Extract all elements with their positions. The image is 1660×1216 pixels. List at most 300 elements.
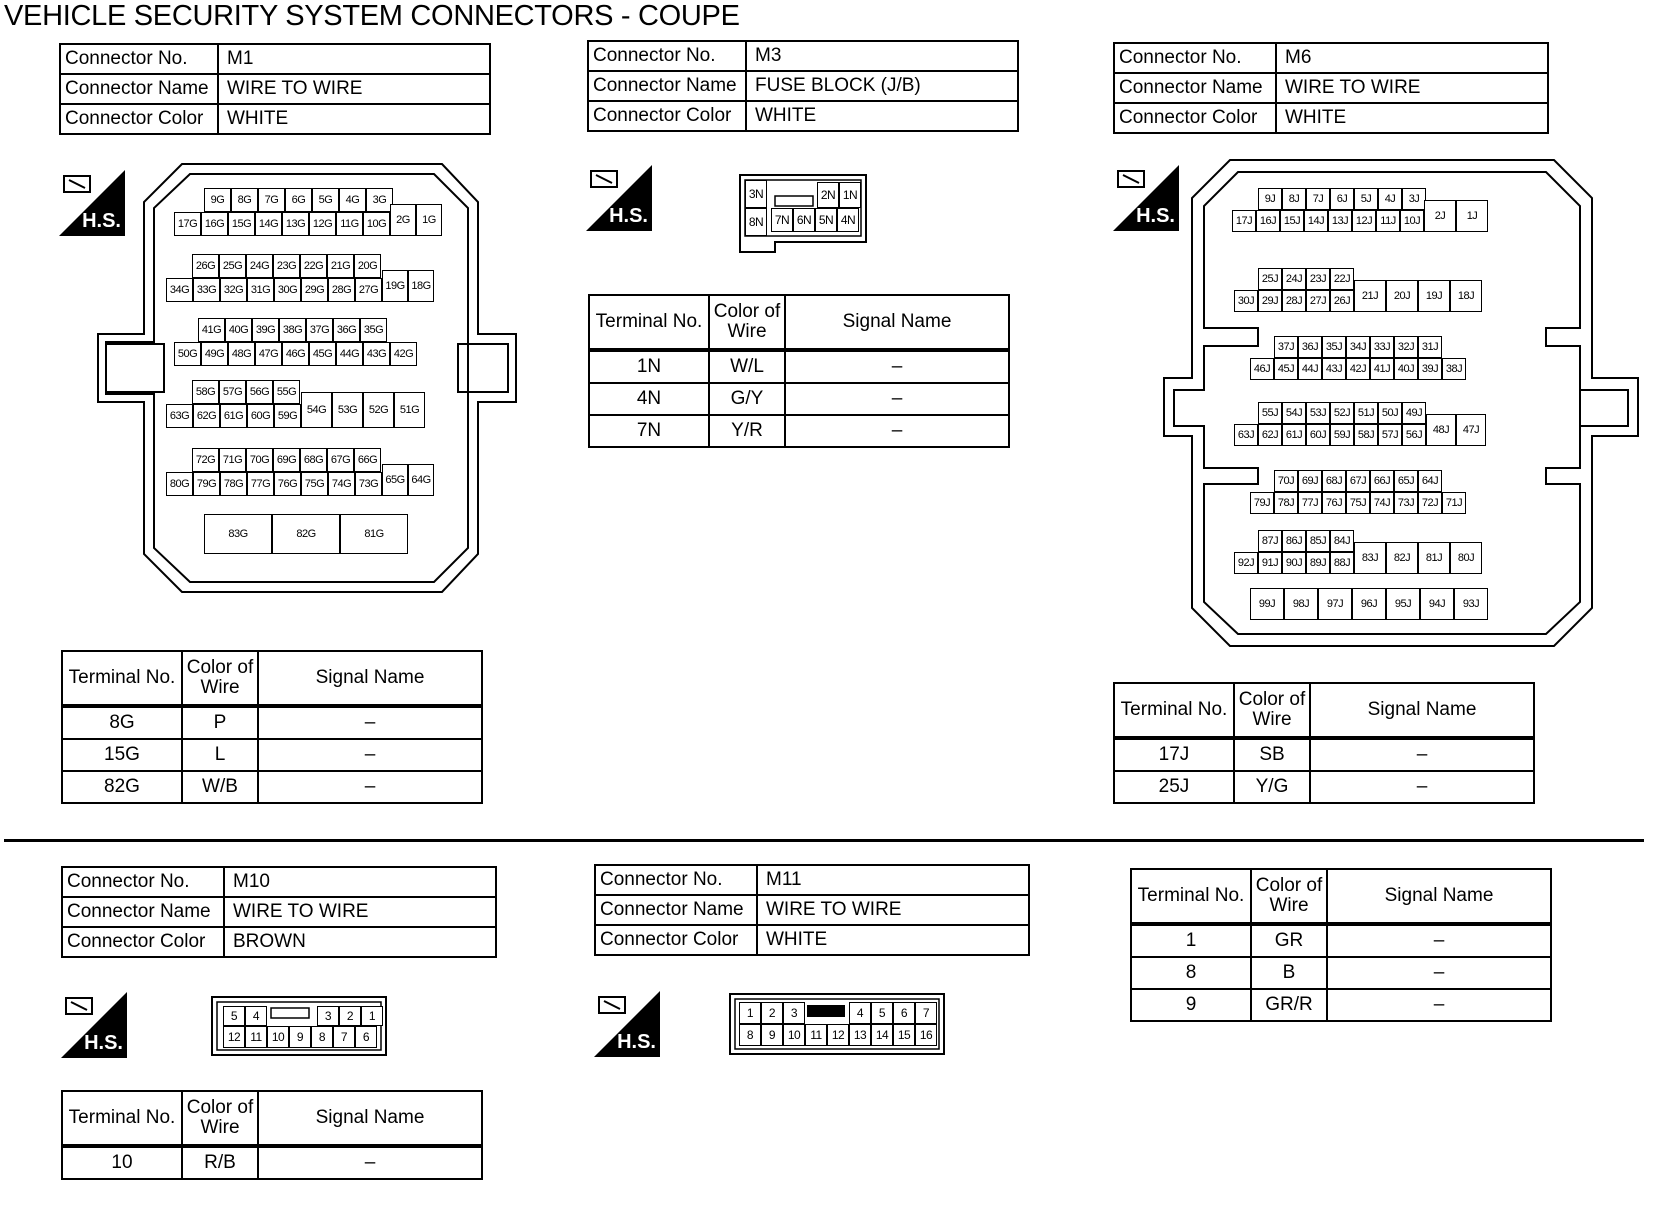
m11-info-table [594,864,1030,956]
pin-cell: 74G [328,472,355,496]
pin-cell: 36J [1298,336,1322,358]
pin-cell: 76J [1322,492,1346,514]
pin-cell: 7N [771,208,793,232]
m10-info-table [61,866,497,958]
pin-cell: 5 [223,1006,245,1026]
m3-info-table [587,40,1019,132]
pin-cell: 22G [300,254,327,278]
m11-harness-side-icon [594,991,660,1057]
pin-cell: 1N [839,182,861,208]
pin-cell: 21J [1354,280,1386,312]
m10-connector-color: BROWN [224,927,496,957]
pin-cell: 3J [1402,188,1426,210]
pin-cell: 18J [1450,280,1482,312]
pin-cell: 14 [871,1024,893,1046]
pin-cell: 7 [915,1002,937,1024]
signal-name-cell: – [1310,771,1534,803]
section-divider [4,839,1644,842]
wire-color-cell: P [182,706,258,739]
pin-cell: 46J [1250,358,1274,380]
m11-hs-label: H.S. [617,1031,656,1053]
pin-cell: 81J [1418,542,1450,574]
wire-color-cell: B [1251,957,1327,989]
wire-color-cell: W/B [182,771,258,803]
pin-cell: 13 [849,1024,871,1046]
header-signal-name: Signal Name [1310,683,1534,738]
terminal-cell: 10 [62,1146,182,1179]
header-terminal-no: Terminal No. [62,1091,182,1146]
m1-connector-face [94,162,524,594]
pin-cell: 9 [289,1026,311,1048]
pin-cell: 10J [1400,210,1424,232]
pin-cell: 42J [1346,358,1370,380]
pin-cell: 71G [219,448,246,472]
m6-info-table [1113,42,1549,134]
signal-name-cell: – [785,415,1009,447]
header-signal-name: Signal Name [258,651,482,706]
pin-cell: 89J [1306,552,1330,574]
pin-cell: 34G [166,278,193,302]
terminal-cell: 8G [62,706,182,739]
pin-cell: 93J [1454,588,1488,620]
table-row [1131,957,1551,989]
pin-cell: 6J [1330,188,1354,210]
label-connector-color: Connector Color [588,101,746,131]
terminal-cell: 1 [1131,924,1251,957]
m10-connector-no: M10 [224,867,496,897]
pin-cell: 2 [761,1002,783,1024]
pin-cell: 81G [340,514,408,554]
pin-cell: 58J [1354,424,1378,446]
pin-cell: 45J [1274,358,1298,380]
page-title: VEHICLE SECURITY SYSTEM CONNECTORS - COUPE [4,0,740,32]
pin-cell: 61J [1282,424,1306,446]
pin-cell: 16 [915,1024,937,1046]
label-connector-no: Connector No. [588,41,746,71]
pin-cell: 2N [817,182,839,208]
wire-color-cell: L [182,739,258,771]
header-terminal-no: Terminal No. [1114,683,1234,738]
pin-cell: 39G [252,318,279,342]
pin-cell: 32J [1394,336,1418,358]
pin-cell: 54G [301,392,332,428]
pin-cell: 66J [1370,470,1394,492]
pin-cell: 38G [279,318,306,342]
pin-cell: 60J [1306,424,1330,446]
terminal-cell: 82G [62,771,182,803]
m3-terminal-table [588,294,1010,448]
pin-cell: 80G [166,472,193,496]
terminal-cell: 7N [589,415,709,447]
pin-cell: 40J [1394,358,1418,380]
pin-cell: 82J [1386,542,1418,574]
pin-cell: 1J [1456,200,1488,232]
pin-cell: 48G [228,342,255,366]
label-connector-name: Connector Name [588,71,746,101]
pin-cell: 3G [366,188,393,212]
pin-cell: 14J [1304,210,1328,232]
pin-cell: 20J [1386,280,1418,312]
pin-cell: 53G [332,392,363,428]
pin-cell: 79J [1250,492,1274,514]
header-terminal-no: Terminal No. [62,651,182,706]
pin-cell: 1G [416,204,442,236]
pin-cell: 98J [1284,588,1318,620]
pin-cell: 78J [1274,492,1298,514]
pin-cell: 34J [1346,336,1370,358]
header-signal-name: Signal Name [258,1091,482,1146]
pin-cell: 67G [327,448,354,472]
m11-connector-face [729,993,945,1055]
terminal-cell: 25J [1114,771,1234,803]
table-row [62,771,482,803]
pin-cell: 84J [1330,530,1354,552]
m3-hs-label: H.S. [609,205,648,227]
m11-connector-color: WHITE [757,925,1029,955]
m10-harness-side-icon [61,992,127,1058]
pin-cell: 37G [306,318,333,342]
terminal-cell: 4N [589,383,709,415]
m6-connector-color: WHITE [1276,103,1548,133]
pin-cell: 12 [223,1026,245,1048]
wire-color-cell: GR/R [1251,989,1327,1021]
pin-cell: 80J [1450,542,1482,574]
pin-cell: 30J [1234,290,1258,312]
pin-cell: 50G [174,342,201,366]
m1-info-table [59,43,491,135]
m1-hs-label: H.S. [82,210,121,232]
signal-name-cell: – [1327,989,1551,1021]
pin-cell: 38J [1442,358,1466,380]
m3-connector-name: FUSE BLOCK (J/B) [746,71,1018,101]
pin-cell: 63J [1234,424,1258,446]
wire-color-cell: Y/R [709,415,785,447]
pin-cell: 26G [192,254,219,278]
table-row [589,415,1009,447]
table-row [1131,924,1551,957]
pin-cell: 9 [761,1024,783,1046]
pin-cell: 58G [192,380,219,404]
pin-cell: 6 [355,1026,377,1048]
pin-cell: 56G [246,380,273,404]
header-signal-name: Signal Name [1327,869,1551,924]
pin-cell: 69J [1298,470,1322,492]
pin-cell: 43G [363,342,390,366]
wire-color-cell: GR [1251,924,1327,957]
pin-cell: 39J [1418,358,1442,380]
pin-cell: 76G [274,472,301,496]
m11-terminal-table [1130,868,1552,1022]
pin-cell: 37J [1274,336,1298,358]
pin-cell: 64J [1418,470,1442,492]
wire-color-cell: R/B [182,1146,258,1179]
label-connector-color: Connector Color [62,927,224,957]
pin-cell: 99J [1250,588,1284,620]
pin-cell: 8 [311,1026,333,1048]
pin-cell: 45G [309,342,336,366]
pin-cell: 23J [1306,268,1330,290]
pin-cell: 11J [1376,210,1400,232]
pin-cell: 32G [220,278,247,302]
pin-cell: 6 [893,1002,915,1024]
header-color-of-wire: Color of Wire [1251,869,1327,924]
pin-cell: 43J [1322,358,1346,380]
pin-cell: 8J [1282,188,1306,210]
pin-cell: 83J [1354,542,1386,574]
pin-cell: 5 [871,1002,893,1024]
terminal-cell: 17J [1114,738,1234,771]
signal-name-cell: – [1327,924,1551,957]
pin-cell: 53J [1306,402,1330,424]
label-connector-no: Connector No. [595,865,757,895]
m10-terminal-table [61,1090,483,1180]
table-row [1114,738,1534,771]
pin-cell: 33J [1370,336,1394,358]
pin-cell: 23G [273,254,300,278]
wire-color-cell: G/Y [709,383,785,415]
signal-name-cell: – [1310,738,1534,771]
m6-connector-name: WIRE TO WIRE [1276,73,1548,103]
pin-cell: 87J [1258,530,1282,552]
pin-cell: 52J [1330,402,1354,424]
signal-name-cell: – [258,739,482,771]
pin-cell: 17J [1232,210,1256,232]
m11-connector-no: M11 [757,865,1029,895]
header-terminal-no: Terminal No. [589,295,709,350]
pin-cell: 51J [1354,402,1378,424]
signal-name-cell: – [785,350,1009,383]
pin-cell: 24G [246,254,273,278]
pin-cell: 15 [893,1024,915,1046]
pin-cell: 60G [247,404,274,428]
pin-cell: 92J [1234,552,1258,574]
pin-cell: 29J [1258,290,1282,312]
header-terminal-no: Terminal No. [1131,869,1251,924]
m11-connector-name: WIRE TO WIRE [757,895,1029,925]
label-connector-name: Connector Name [62,897,224,927]
pin-cell: 75G [301,472,328,496]
pin-cell: 70G [246,448,273,472]
signal-name-cell: – [1327,957,1551,989]
pin-cell: 2G [390,204,416,236]
pin-cell: 28J [1282,290,1306,312]
pin-cell: 9G [204,188,231,212]
pin-cell: 41G [198,318,225,342]
label-connector-name: Connector Name [1114,73,1276,103]
pin-cell: 44G [336,342,363,366]
pin-cell: 28G [328,278,355,302]
pin-cell: 7G [258,188,285,212]
signal-name-cell: – [258,1146,482,1179]
terminal-cell: 15G [62,739,182,771]
pin-cell: 77J [1298,492,1322,514]
pin-cell: 1 [361,1006,383,1026]
wire-color-cell: W/L [709,350,785,383]
pin-cell: 11 [245,1026,267,1048]
table-row [62,1146,482,1179]
pin-cell: 8N [745,208,767,236]
pin-cell: 25J [1258,268,1282,290]
pin-cell: 86J [1282,530,1306,552]
pin-cell: 51G [394,392,425,428]
m6-connector-face [1162,158,1642,648]
table-row [62,706,482,739]
pin-cell: 27G [355,278,382,302]
pin-cell: 15G [228,212,255,236]
pin-cell: 4 [245,1006,267,1026]
pin-cell: 75J [1346,492,1370,514]
pin-cell: 50J [1378,402,1402,424]
m1-connector-name: WIRE TO WIRE [218,74,490,104]
pin-cell: 72G [192,448,219,472]
terminal-cell: 9 [1131,989,1251,1021]
pin-cell: 71J [1442,492,1466,514]
pin-cell: 47G [255,342,282,366]
pin-cell: 16J [1256,210,1280,232]
pin-cell: 33G [193,278,220,302]
pin-cell: 97J [1318,588,1352,620]
pin-cell: 55G [273,380,300,404]
pin-cell: 6G [285,188,312,212]
pin-cell: 74J [1370,492,1394,514]
wire-color-cell: Y/G [1234,771,1310,803]
header-color-of-wire: Color of Wire [182,1091,258,1146]
pin-cell: 68G [300,448,327,472]
m1-terminal-table [61,650,483,804]
pin-cell: 19J [1418,280,1450,312]
pin-cell: 14G [255,212,282,236]
pin-cell: 4G [339,188,366,212]
pin-cell: 73G [355,472,382,496]
pin-cell: 5G [312,188,339,212]
pin-cell: 61G [220,404,247,428]
pin-cell: 7 [333,1026,355,1048]
pin-cell: 95J [1386,588,1420,620]
pin-cell: 31J [1418,336,1442,358]
m10-hs-label: H.S. [84,1032,123,1054]
label-connector-color: Connector Color [595,925,757,955]
terminal-cell: 1N [589,350,709,383]
table-row [1114,771,1534,803]
pin-cell: 77G [247,472,274,496]
m6-terminal-table [1113,682,1535,804]
pin-cell: 57J [1378,424,1402,446]
pin-cell: 54J [1282,402,1306,424]
pin-cell: 94J [1420,588,1454,620]
m6-hs-label: H.S. [1136,205,1175,227]
pin-cell: 48J [1426,414,1456,446]
pin-cell: 24J [1282,268,1306,290]
pin-cell: 11 [805,1024,827,1046]
pin-cell: 59G [274,404,301,428]
header-color-of-wire: Color of Wire [1234,683,1310,738]
m3-harness-side-icon [586,165,652,231]
label-connector-color: Connector Color [1114,103,1276,133]
pin-cell: 40G [225,318,252,342]
pin-cell: 73J [1394,492,1418,514]
pin-cell: 72J [1418,492,1442,514]
pin-cell: 57G [219,380,246,404]
pin-cell: 5J [1354,188,1378,210]
m10-connector-name: WIRE TO WIRE [224,897,496,927]
pin-cell: 3 [317,1006,339,1026]
pin-cell: 56J [1402,424,1426,446]
pin-cell: 12G [309,212,336,236]
table-row [62,739,482,771]
pin-cell: 13G [282,212,309,236]
pin-cell: 35G [360,318,387,342]
pin-cell: 64G [408,464,434,496]
pin-cell: 79G [193,472,220,496]
m3-connector-color: WHITE [746,101,1018,131]
pin-cell: 2J [1424,200,1456,232]
pin-cell: 12J [1352,210,1376,232]
pin-cell: 27J [1306,290,1330,312]
pin-cell: 2 [339,1006,361,1026]
pin-cell: 25G [219,254,246,278]
pin-cell: 10G [363,212,390,236]
pin-cell: 1 [739,1002,761,1024]
pin-cell: 7J [1306,188,1330,210]
pin-cell: 66G [354,448,381,472]
pin-cell: 26J [1330,290,1354,312]
pin-cell: 4N [837,208,859,232]
pin-cell: 15J [1280,210,1304,232]
pin-cell: 10 [783,1024,805,1046]
pin-cell: 11G [336,212,363,236]
m1-connector-color: WHITE [218,104,490,134]
table-row [589,350,1009,383]
pin-cell: 8G [231,188,258,212]
pin-cell: 70J [1274,470,1298,492]
pin-cell: 19G [382,270,408,302]
pin-cell: 78G [220,472,247,496]
m3-connector-no: M3 [746,41,1018,71]
pin-cell: 82G [272,514,340,554]
pin-cell: 47J [1456,414,1486,446]
pin-cell: 68J [1322,470,1346,492]
label-connector-name: Connector Name [595,895,757,925]
pin-cell: 18G [408,270,434,302]
pin-cell: 49G [201,342,228,366]
label-connector-no: Connector No. [62,867,224,897]
terminal-cell: 8 [1131,957,1251,989]
header-color-of-wire: Color of Wire [709,295,785,350]
pin-cell: 69G [273,448,300,472]
m6-connector-no: M6 [1276,43,1548,73]
table-row [1131,989,1551,1021]
pin-cell: 9J [1258,188,1282,210]
pin-cell: 44J [1298,358,1322,380]
label-connector-name: Connector Name [60,74,218,104]
pin-cell: 31G [247,278,274,302]
header-color-of-wire: Color of Wire [182,651,258,706]
label-connector-color: Connector Color [60,104,218,134]
pin-cell: 41J [1370,358,1394,380]
pin-cell: 6N [793,208,815,232]
m10-connector-face [211,996,387,1056]
pin-cell: 5N [815,208,837,232]
pin-cell: 8 [739,1024,761,1046]
pin-cell: 4 [849,1002,871,1024]
pin-cell: 65J [1394,470,1418,492]
pin-cell: 62G [193,404,220,428]
pin-cell: 42G [390,342,417,366]
pin-cell: 62J [1258,424,1282,446]
header-signal-name: Signal Name [785,295,1009,350]
pin-cell: 63G [166,404,193,428]
pin-cell: 13J [1328,210,1352,232]
